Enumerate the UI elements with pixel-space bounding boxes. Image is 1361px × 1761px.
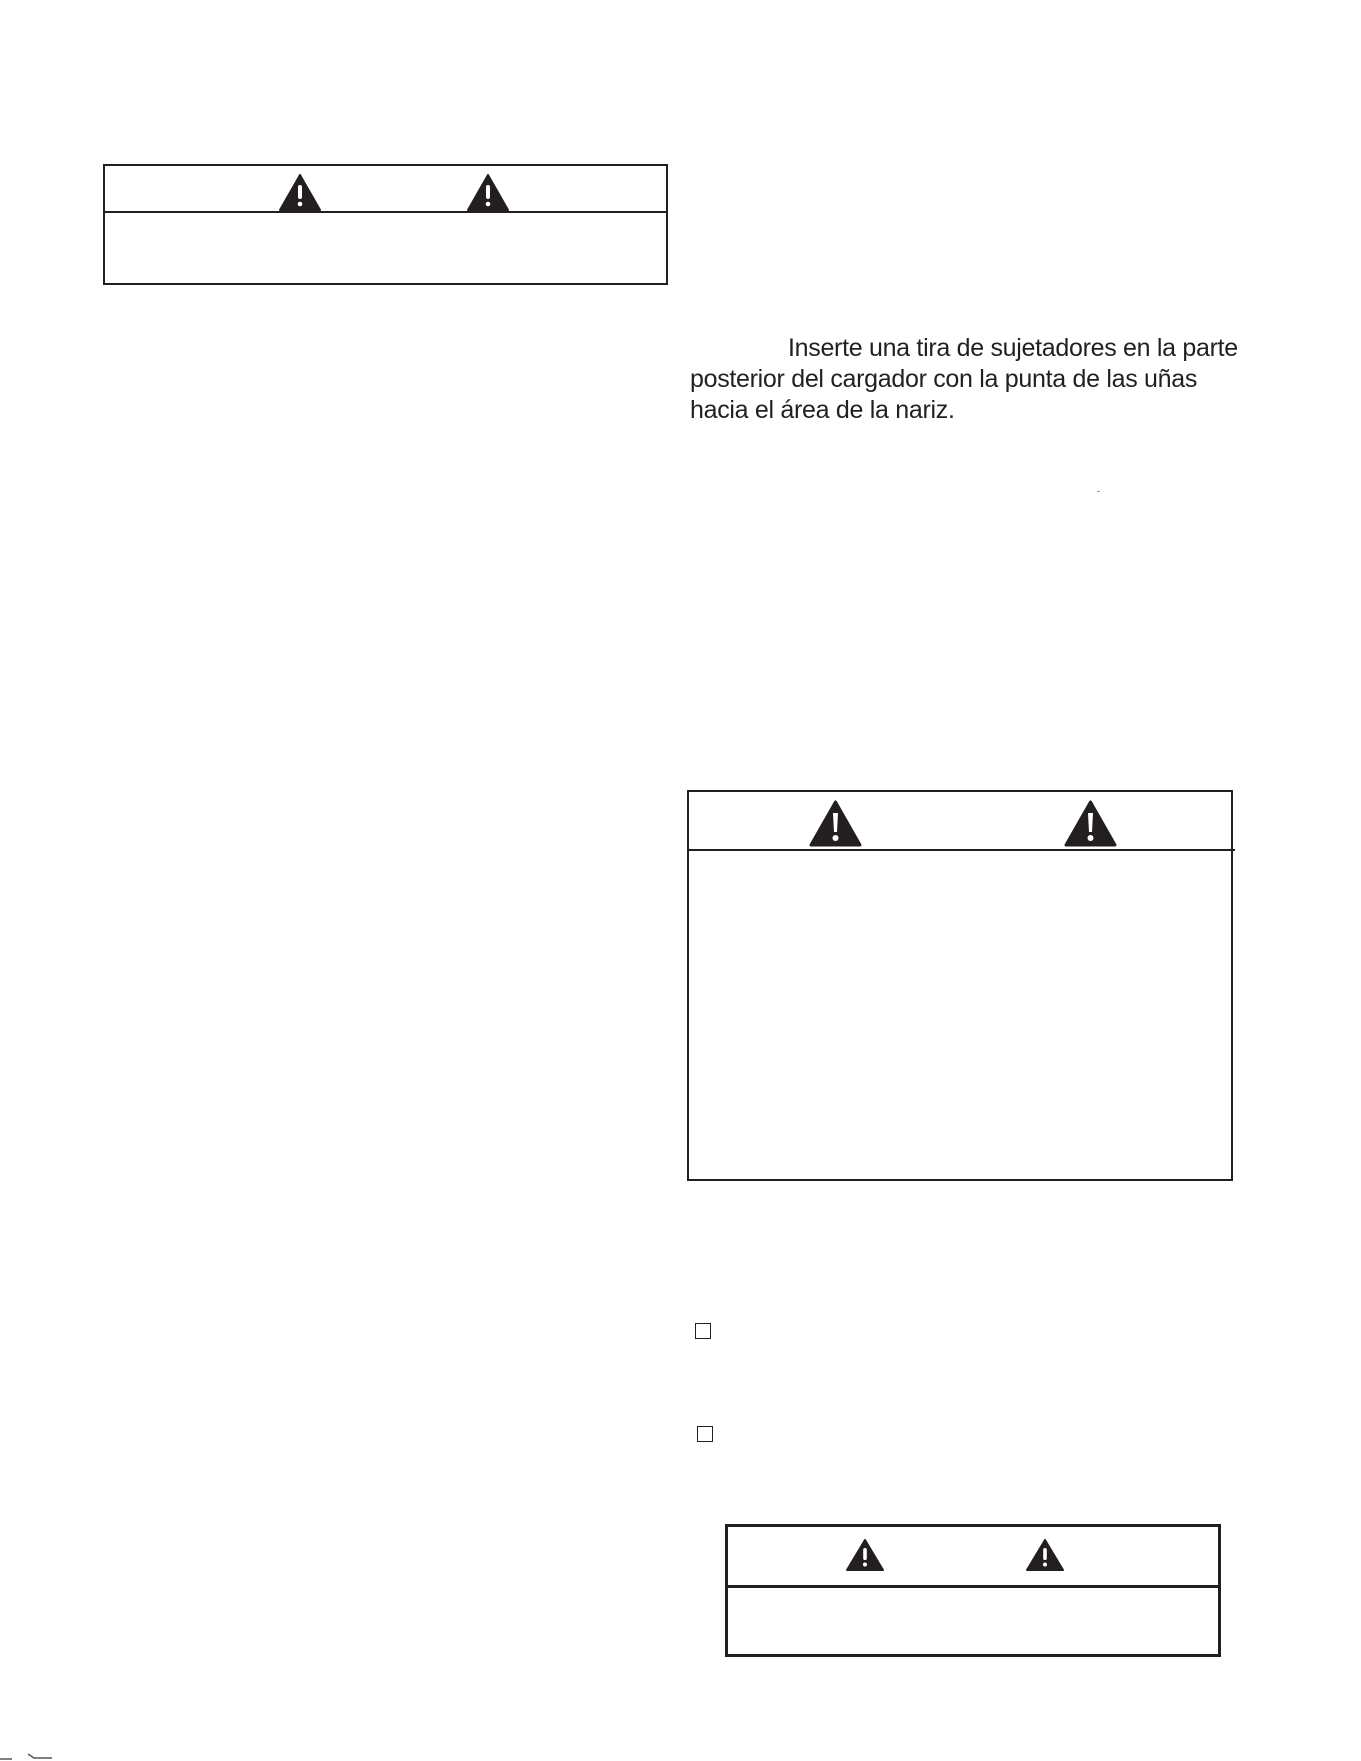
warning-triangle-icon: [467, 174, 509, 211]
warning-box-header: [728, 1527, 1218, 1588]
warning-box-header: [689, 792, 1235, 851]
checkbox-2[interactable]: [697, 1426, 713, 1442]
warning-box-right-large: [687, 790, 1233, 1181]
scan-artifact: [0, 1745, 70, 1761]
warning-triangle-icon: [1064, 800, 1117, 847]
print-speck: [1097, 491, 1100, 492]
warning-triangle-icon: [279, 174, 321, 211]
warning-box-header: [105, 166, 666, 213]
warning-triangle-icon: [1026, 1539, 1064, 1571]
warning-box-top-left: [103, 164, 668, 285]
checkbox-1[interactable]: [695, 1323, 711, 1339]
warning-box-bottom-right: [725, 1524, 1221, 1657]
instruction-paragraph: Inserte una tira de sujetadores en la parte posterior del cargador con la punta de las uñas hacia el área de la nariz.: [690, 334, 1238, 424]
warning-triangle-icon: [809, 800, 862, 847]
warning-triangle-icon: [846, 1539, 884, 1571]
